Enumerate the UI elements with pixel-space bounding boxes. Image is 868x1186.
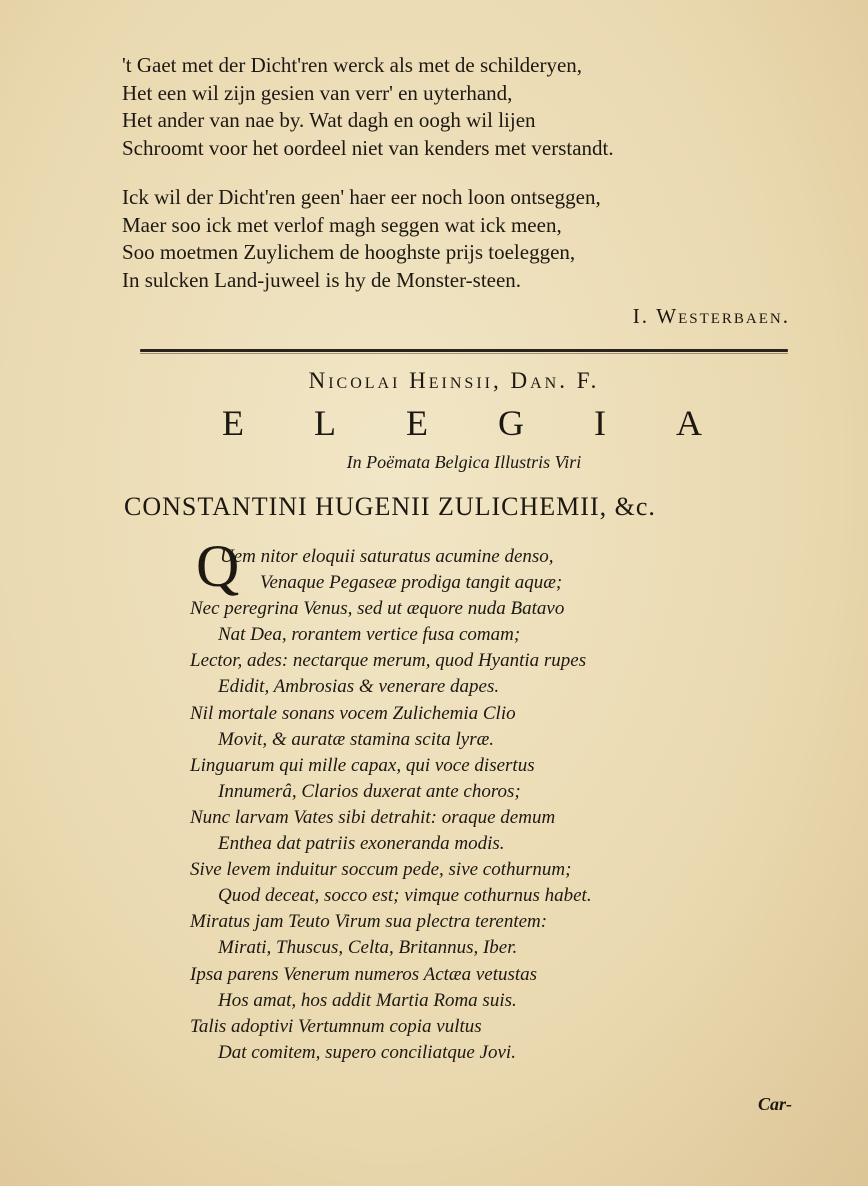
- verse-line: Sive levem induitur soccum pede, sive cothurnum;: [190, 859, 572, 881]
- verse-line: Het ander van nae by. Wat dagh en oogh wil lijen: [122, 108, 536, 132]
- verse-line: Enthea dat patriis exoneranda modis.: [218, 833, 505, 855]
- verse-line: Ick wil der Dicht'ren geen' haer eer noch loon ontseggen,: [122, 185, 601, 209]
- drop-cap: Q: [196, 533, 240, 599]
- verse-line: 't Gaet met der Dicht'ren werck als met de schilderyen,: [122, 53, 583, 77]
- verse-line: Innumerâ, Clarios duxerat ante choros;: [218, 780, 521, 802]
- title-letter: G: [498, 403, 524, 443]
- signature-initial: I.: [632, 304, 649, 328]
- stanza-1: [122, 52, 802, 162]
- poem-subtitle: In Poëmata Belgica Illustris Viri: [346, 452, 582, 472]
- dutch-poem: [122, 52, 802, 316]
- signature: [633, 304, 790, 329]
- section-divider: [140, 349, 788, 352]
- verse-line: Edidit, Ambrosias & venerare dapes.: [218, 676, 500, 698]
- verse-line: Miratus jam Teuto Virum sua plectra terentem:: [190, 911, 548, 933]
- catchword: Car-: [757, 1094, 792, 1114]
- verse-line: Het een wil zijn gesien van verr' en uyterhand,: [122, 80, 513, 105]
- verse-line: Ipsa parens Venerum numeros Actæa vetustas: [190, 963, 538, 985]
- verse-line: Soo moetmen Zuylichem de hooghste prijs toeleggen,: [122, 240, 576, 264]
- title-letter: E: [222, 403, 244, 443]
- verse-line: Uem nitor eloquii saturatus acumine denso,: [220, 546, 554, 567]
- title-letter: E: [406, 403, 428, 443]
- verse-line: Nat Dea, rorantem vertice fusa comam;: [218, 624, 521, 646]
- verse-line: Nil mortale sonans vocem Zulichemia Clio: [190, 702, 516, 724]
- verse-line: Talis adoptivi Vertumnum copia vultus: [190, 1015, 482, 1037]
- verse-line: In sulcken Land-juweel is hy de Monster-steen.: [122, 267, 522, 292]
- title-letter: L: [314, 403, 336, 443]
- verse-line: Venaque Pegaseæ prodiga tangit aquæ;: [260, 572, 563, 594]
- title-letter: A: [676, 403, 702, 443]
- verse-line: Nunc larvam Vates sibi detrahit: oraque demum: [190, 806, 556, 828]
- verse-line: Hos amat, hos addit Martia Roma suis.: [218, 989, 517, 1011]
- verse-line: Lector, ades: nectarque merum, quod Hyantia rupes: [190, 650, 587, 672]
- latin-poem: [190, 544, 810, 1066]
- elegia-title: [222, 402, 702, 444]
- verse-line: Dat comitem, supero conciliatque Jovi.: [218, 1041, 516, 1063]
- verse-line: Quod deceat, socco est; vimque cothurnus habet.: [218, 885, 592, 907]
- verse-line: Mirati, Thuscus, Celta, Britannus, Iber.: [218, 937, 518, 959]
- poem-author: Nicolai Heinsii, Dan. F.: [308, 368, 600, 393]
- section-divider-thin: [140, 353, 788, 354]
- verse-line: Linguarum qui mille capax, qui voce disertus: [190, 754, 535, 776]
- signature-name: Westerbaen.: [656, 304, 790, 328]
- title-letter: I: [594, 403, 606, 443]
- verse-line: Movit, & auratæ stamina scita lyræ.: [218, 728, 495, 750]
- verse-line: Nec peregrina Venus, sed ut æquore nuda Batavo: [190, 598, 565, 620]
- verse-line: Schroomt voor het oordeel niet van kenders met verstandt.: [122, 135, 614, 160]
- stanza-2: [122, 184, 802, 294]
- verse-line: Maer soo ick met verlof magh seggen wat ick meen,: [122, 212, 562, 237]
- dedicatee: CONSTANTINI HUGENII ZULICHEMII, &c.: [124, 492, 656, 521]
